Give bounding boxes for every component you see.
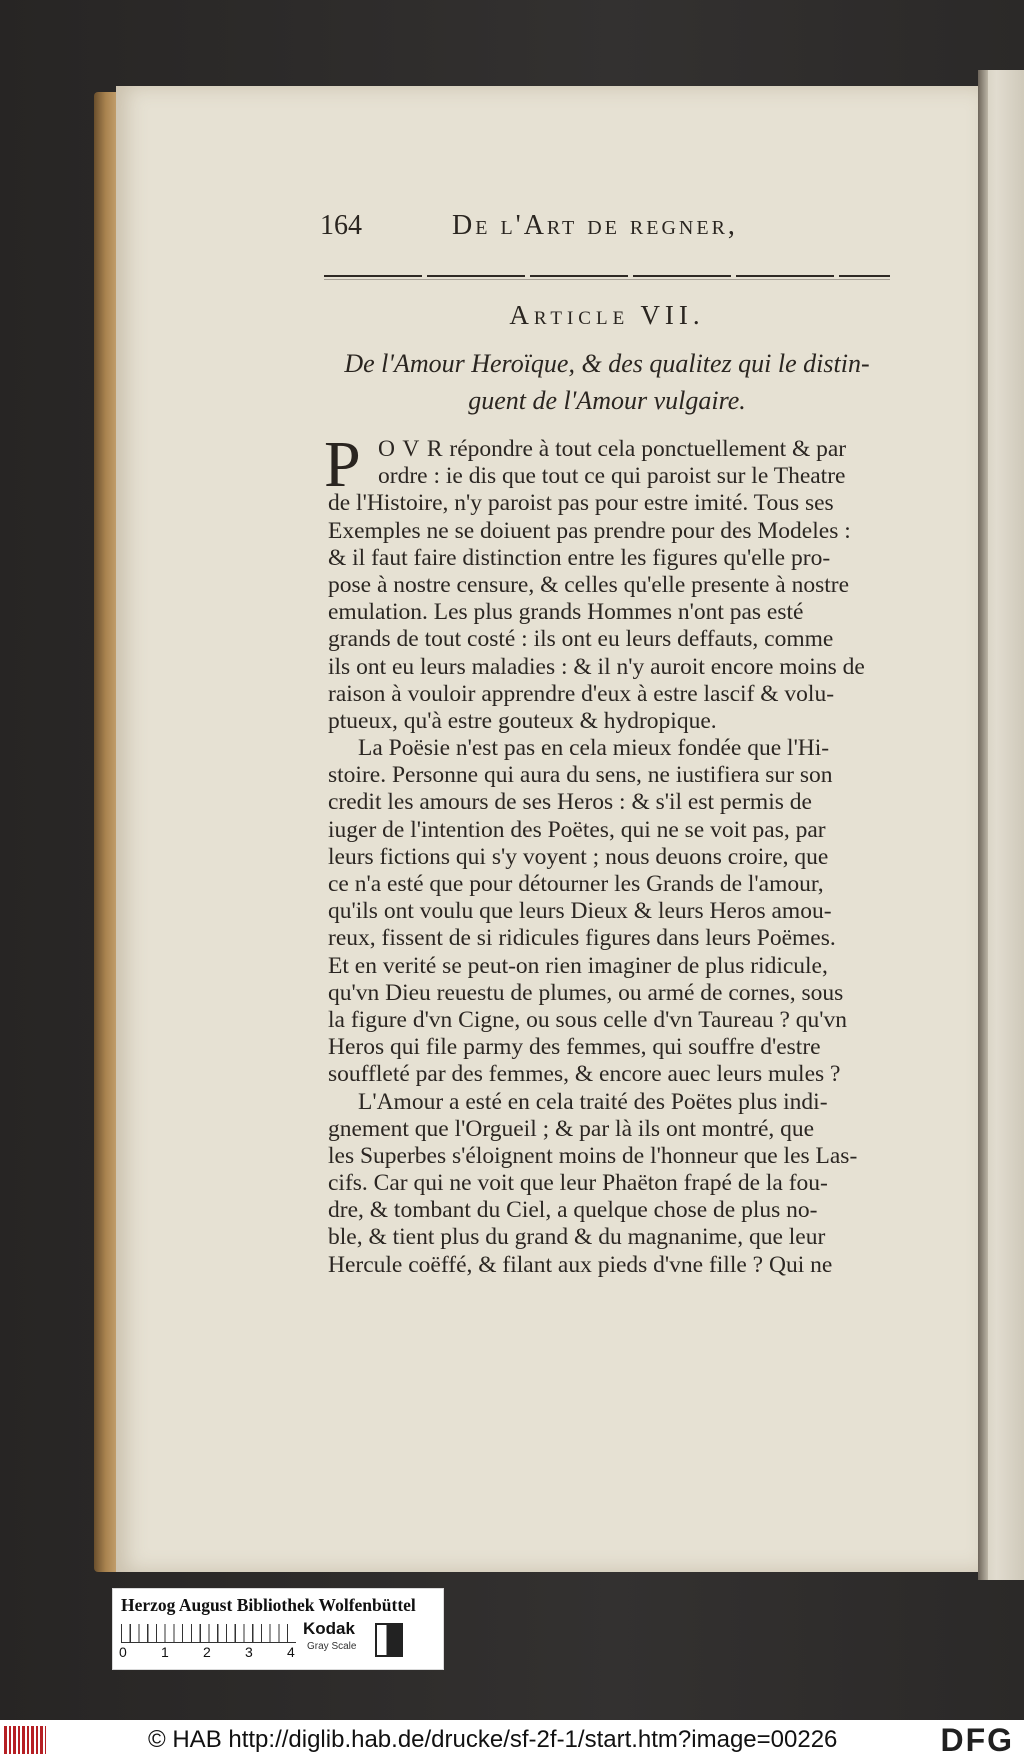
body-line: stoire. Personne qui aura du sens, ne iustifiera sur son [328,762,833,789]
body-line: La Poësie n'est pas en cela mieux fondée que l'Hi- [358,735,830,762]
ruler-number: 1 [161,1644,169,1660]
body-text [328,436,898,1279]
body-line: Hercule coëffé, & filant aux pieds d'vne fille ? Qui ne [328,1251,833,1278]
body-line: dre, & tombant du Ciel, a quelque chose de plus no- [328,1197,818,1224]
hab-barcode-icon [4,1726,46,1754]
body-line: ils ont eu leurs maladies : & il n'y auroit encore moins de [328,653,865,680]
book-gutter [978,70,988,1580]
body-line: gnement que l'Orgueil ; & par là ils ont montré, que [328,1115,815,1142]
ruler-number: 4 [287,1644,295,1660]
body-line: pose à nostre censure, & celles qu'elle presente à nostre [328,571,850,598]
article-heading: Article VII. [509,300,705,330]
archive-footer [0,1720,1024,1759]
gray-scale-chip [375,1623,403,1657]
body-line: iuger de l'intention des Poëtes, qui ne se voit pas, par [328,816,826,843]
body-line: ble, & tient plus du grand & du magnanime, que leur [328,1224,826,1251]
body-line: Exemples ne se doiuent pas prendre pour des Modeles : [328,517,851,544]
body-line: raison à vouloir apprendre d'eux à estre lascif & volu- [328,680,835,707]
running-head [320,210,890,256]
drop-cap: P [324,428,361,501]
running-head-title: De l'Art de regner, [452,210,738,241]
body-line: la figure d'vn Cigne, ou sous celle d'vn Taureau ? qu'vn [328,1006,848,1033]
ruler-scale [121,1624,296,1643]
ruler-number: 2 [203,1644,211,1660]
body-line: ptueux, qu'à estre gouteux & hydropique. [328,707,717,734]
library-name: Herzog August Bibliothek Wolfenbüttel [121,1595,416,1615]
body-line: les Superbes s'éloignent moins de l'honneur que les Las- [328,1142,858,1169]
body-line: ce n'a esté que pour détourner les Grands de l'amour, [328,871,824,897]
opening-letters: O V R [378,436,444,462]
header-rule-thin [324,279,890,280]
subtitle-line: guent de l'Amour vulgaire. [468,386,746,415]
library-color-card [112,1588,444,1670]
ruler-number: 0 [119,1644,127,1660]
body-line: credit les amours de ses Heros : & s'il est permis de [328,789,812,816]
body-line: reux, fissent de si ridicules figures dans leurs Poëmes. [328,925,836,952]
article-subtitle [324,345,890,419]
ruler-number: 3 [245,1644,253,1660]
body-line [328,436,898,463]
body-line: Heros qui file parmy des femmes, qui souffre d'estre [328,1034,821,1061]
body-line: qu'vn Dieu reuestu de plumes, ou armé de cornes, sous [328,979,844,1006]
body-line: souffleté par des femmes, & encore auec leurs mules ? [328,1061,841,1088]
body-line-text: répondre à tout cela ponctuellement & par [449,436,847,462]
subtitle-line: De l'Amour Heroïque, & des qualitez qui le distin- [344,349,870,378]
body-line: emulation. Les plus grands Hommes n'ont pas esté [328,599,804,626]
body-line: & il faut faire distinction entre les figures qu'elle pro- [328,544,831,571]
body-line: Et en verité se peut-on rien imaginer de plus ridicule, [328,952,828,979]
header-rule [324,275,890,277]
body-line: L'Amour a esté en cela traité des Poëtes plus indi- [358,1088,828,1115]
body-line: grands de tout costé : ils ont eu leurs deffauts, comme [328,626,834,653]
body-line: cifs. Car qui ne voit que leur Phaëton frapé de la fou- [328,1170,828,1197]
dfg-logo: DFG [940,1722,1014,1758]
kodak-logo: Kodak [303,1619,355,1638]
page-number: 164 [320,210,362,241]
body-line: ordre : ie dis que tout ce qui paroist sur le Theatre [378,463,846,490]
image-credit-link[interactable]: © HAB http://diglib.hab.de/drucke/sf-2f-1/start.htm?image=00226 [148,1726,838,1753]
gray-scale-label: Gray Scale [307,1641,357,1652]
body-line: qu'ils ont voulu que leurs Dieux & leurs Heros amou- [328,898,832,925]
body-line: leurs fictions qui s'y voyent ; nous deuons croire, que [328,843,829,870]
body-line: de l'Histoire, n'y paroist pas pour estre imité. Tous ses [328,490,834,517]
